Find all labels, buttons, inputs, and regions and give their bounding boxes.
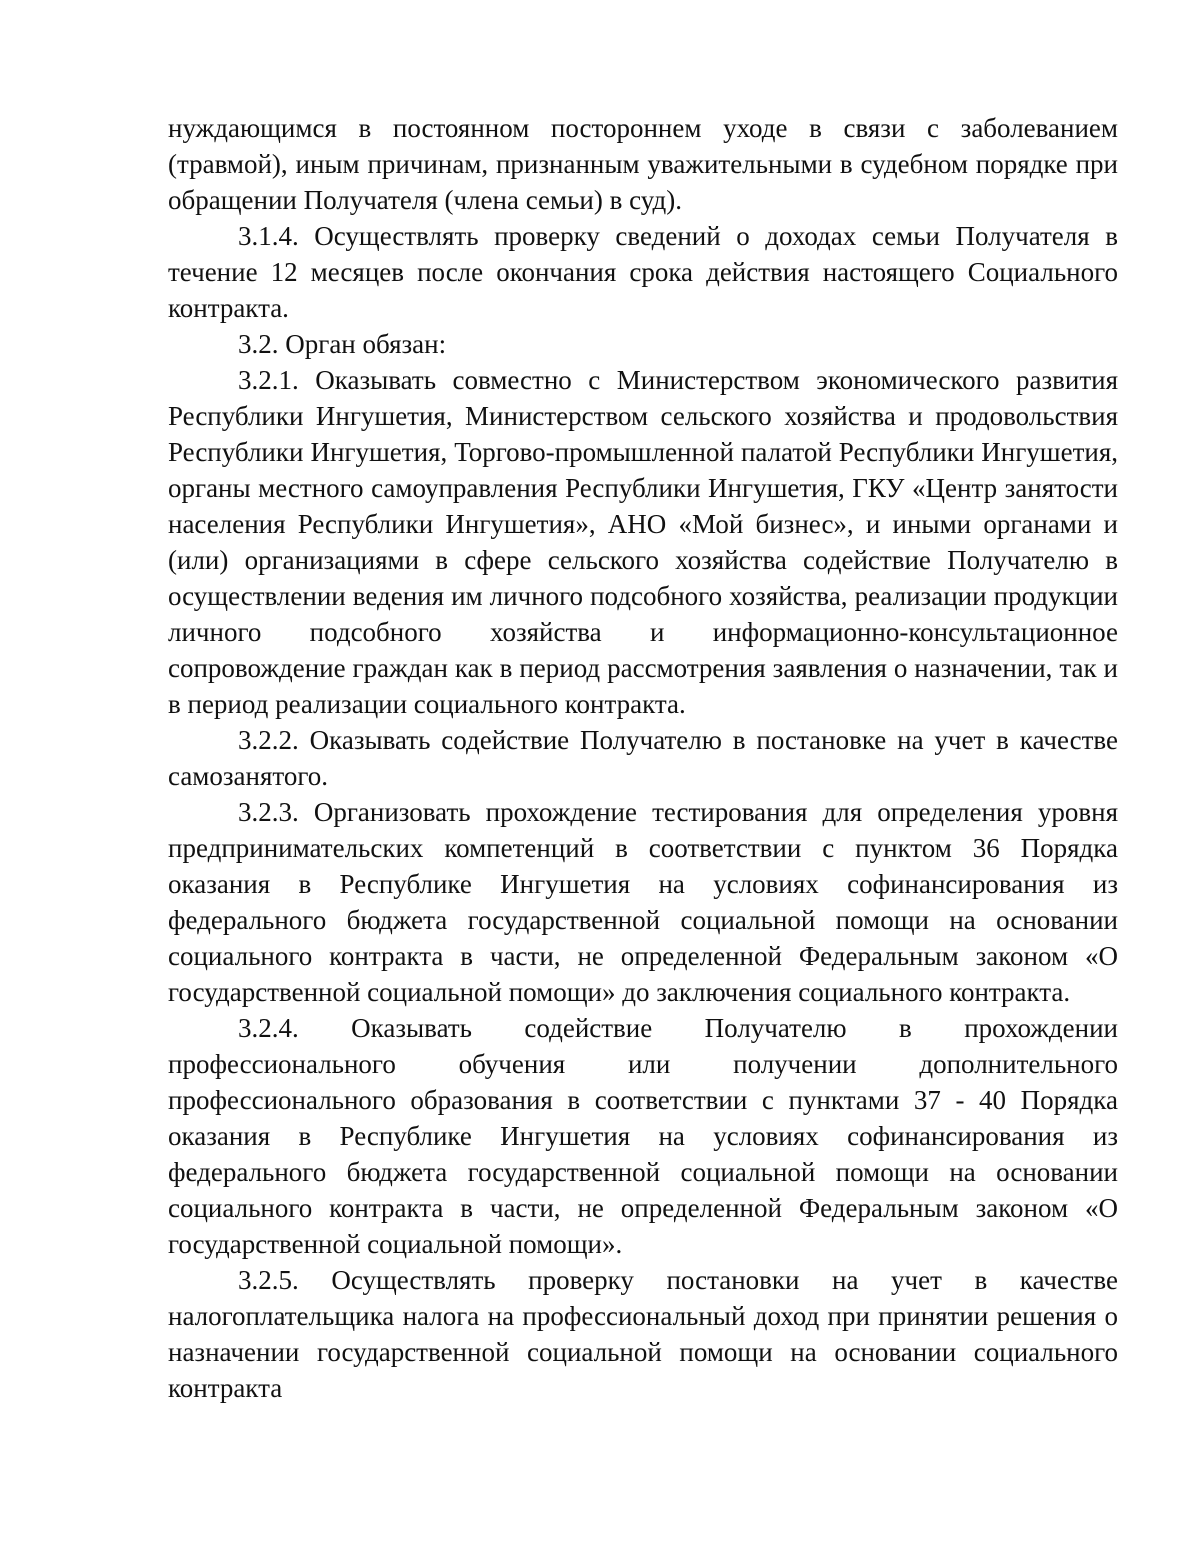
paragraph-3-2-heading: 3.2. Орган обязан: bbox=[238, 329, 447, 359]
paragraph-continuation: нуждающимся в постоянном постороннем уходе в связи с заболеванием (травмой), иным причинам, признанным уважительными в судебном порядке при обращении Получателя (члена семьи) в суд). bbox=[168, 113, 1118, 215]
paragraph-3-2-4: 3.2.4. Оказывать содействие Получателю в прохождении профессионального обучения или получении дополнительного профессионального образования в соответствии с пунктами 37 - 40 Порядка оказания в Республике Ингушетия на условиях софинансирования из федерального бюджета государственной социальной помощи на основании социального контракта в части, не определенной Федеральным законом «О государственной социальной помощи». bbox=[168, 1013, 1118, 1259]
document-body bbox=[168, 110, 1118, 1406]
paragraph-3-2-5: 3.2.5. Осуществлять проверку постановки на учет в качестве налогоплательщика налога на профессиональный доход при принятии решения о назначении государственной социальной помощи на основании социального контракта bbox=[168, 1265, 1118, 1403]
paragraph-3-2-1: 3.2.1. Оказывать совместно с Министерством экономического развития Республики Ингушетия, Министерством сельского хозяйства и продовольствия Республики Ингушетия, Торгово-промышленной палатой Республики Ингушетия, органы местного самоуправления Республики Ингушетия, ГКУ «Центр занятости населения Республики Ингушетия», АНО «Мой бизнес», и иными органами и (или) организациями в сфере сельского хозяйства содействие Получателю в осуществлении ведения им личного подсобного хозяйства, реализации продукции личного подсобного хозяйства и информационно-консультационное сопровождение граждан как в период рассмотрения заявления о назначении, так и в период реализации социального контракта. bbox=[168, 365, 1118, 719]
paragraph-3-1-4: 3.1.4. Осуществлять проверку сведений о доходах семьи Получателя в течение 12 месяцев после окончания срока действия настоящего Социального контракта. bbox=[168, 221, 1118, 323]
paragraph-3-2-3: 3.2.3. Организовать прохождение тестирования для определения уровня предпринимательских компетенций в соответствии с пунктом 36 Порядка оказания в Республике Ингушетия на условиях софинансирования из федерального бюджета государственной социальной помощи на основании социального контракта в части, не определенной Федеральным законом «О государственной социальной помощи» до заключения социального контракта. bbox=[168, 797, 1118, 1007]
paragraph-3-2-2: 3.2.2. Оказывать содействие Получателю в постановке на учет в качестве самозанятого. bbox=[168, 725, 1118, 791]
